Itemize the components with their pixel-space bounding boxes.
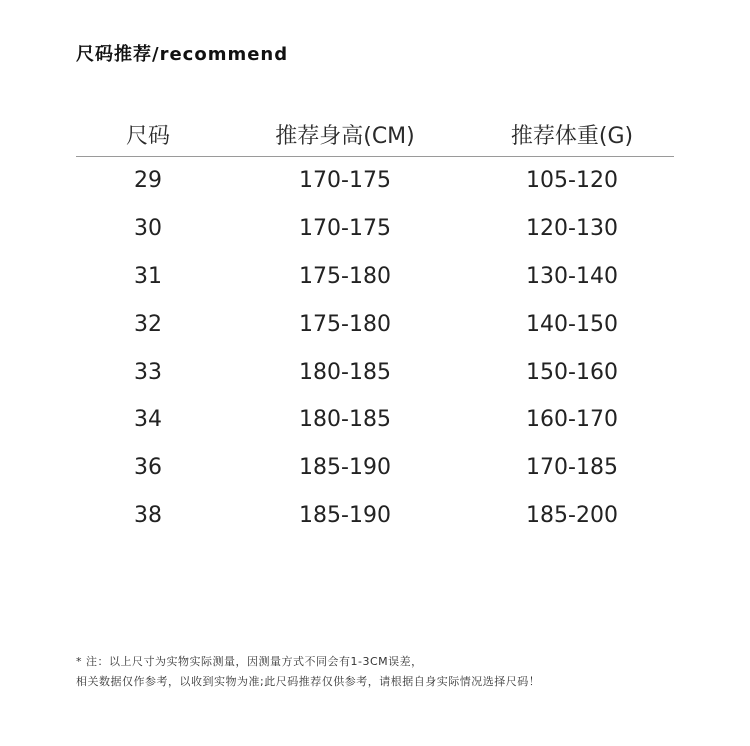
cell-height: 180-185 bbox=[299, 407, 391, 433]
cell-height: 185-190 bbox=[299, 455, 391, 481]
cell-height: 185-190 bbox=[299, 502, 391, 528]
cell-size: 29 bbox=[134, 168, 162, 194]
table-row bbox=[76, 157, 674, 205]
cell-weight: 120-130 bbox=[526, 216, 618, 242]
cell-weight: 140-150 bbox=[526, 311, 618, 337]
table-row bbox=[76, 444, 674, 492]
cell-size: 34 bbox=[134, 407, 162, 433]
cell-height: 170-175 bbox=[299, 168, 391, 194]
cell-weight: 160-170 bbox=[526, 407, 618, 433]
table-row bbox=[76, 396, 674, 444]
cell-weight: 130-140 bbox=[526, 263, 618, 289]
header-recommended-weight: 推荐体重(G) bbox=[470, 112, 674, 157]
cell-size: 31 bbox=[134, 263, 162, 289]
size-recommendation-table bbox=[76, 112, 674, 539]
cell-size: 30 bbox=[134, 216, 162, 242]
footnote-line-2: 相关数据仅作参考，以收到实物为准;此尺码推荐仅供参考，请根据自身实际情况选择尺码！ bbox=[76, 675, 541, 688]
table-header-row bbox=[76, 112, 674, 157]
table-row bbox=[76, 348, 674, 396]
table-row bbox=[76, 492, 674, 540]
footnote bbox=[76, 652, 540, 692]
cell-size: 36 bbox=[134, 455, 162, 481]
cell-height: 170-175 bbox=[299, 216, 391, 242]
cell-weight: 105-120 bbox=[526, 168, 618, 194]
page-title: 尺码推荐/recommend bbox=[76, 44, 289, 65]
cell-weight: 170-185 bbox=[526, 455, 618, 481]
cell-height: 180-185 bbox=[299, 359, 391, 385]
header-recommended-height: 推荐身高(CM) bbox=[220, 112, 470, 157]
cell-height: 175-180 bbox=[299, 311, 391, 337]
cell-height: 175-180 bbox=[299, 263, 391, 289]
table-row bbox=[76, 253, 674, 301]
cell-size: 38 bbox=[134, 502, 162, 528]
header-size: 尺码 bbox=[76, 112, 220, 157]
cell-weight: 185-200 bbox=[526, 502, 618, 528]
cell-weight: 150-160 bbox=[526, 359, 618, 385]
cell-size: 33 bbox=[134, 359, 162, 385]
footnote-line-1: * 注：以上尺寸为实物实际测量，因测量方式不同会有1-3CM误差， bbox=[76, 655, 423, 668]
table-row bbox=[76, 205, 674, 253]
cell-size: 32 bbox=[134, 311, 162, 337]
table-row bbox=[76, 300, 674, 348]
